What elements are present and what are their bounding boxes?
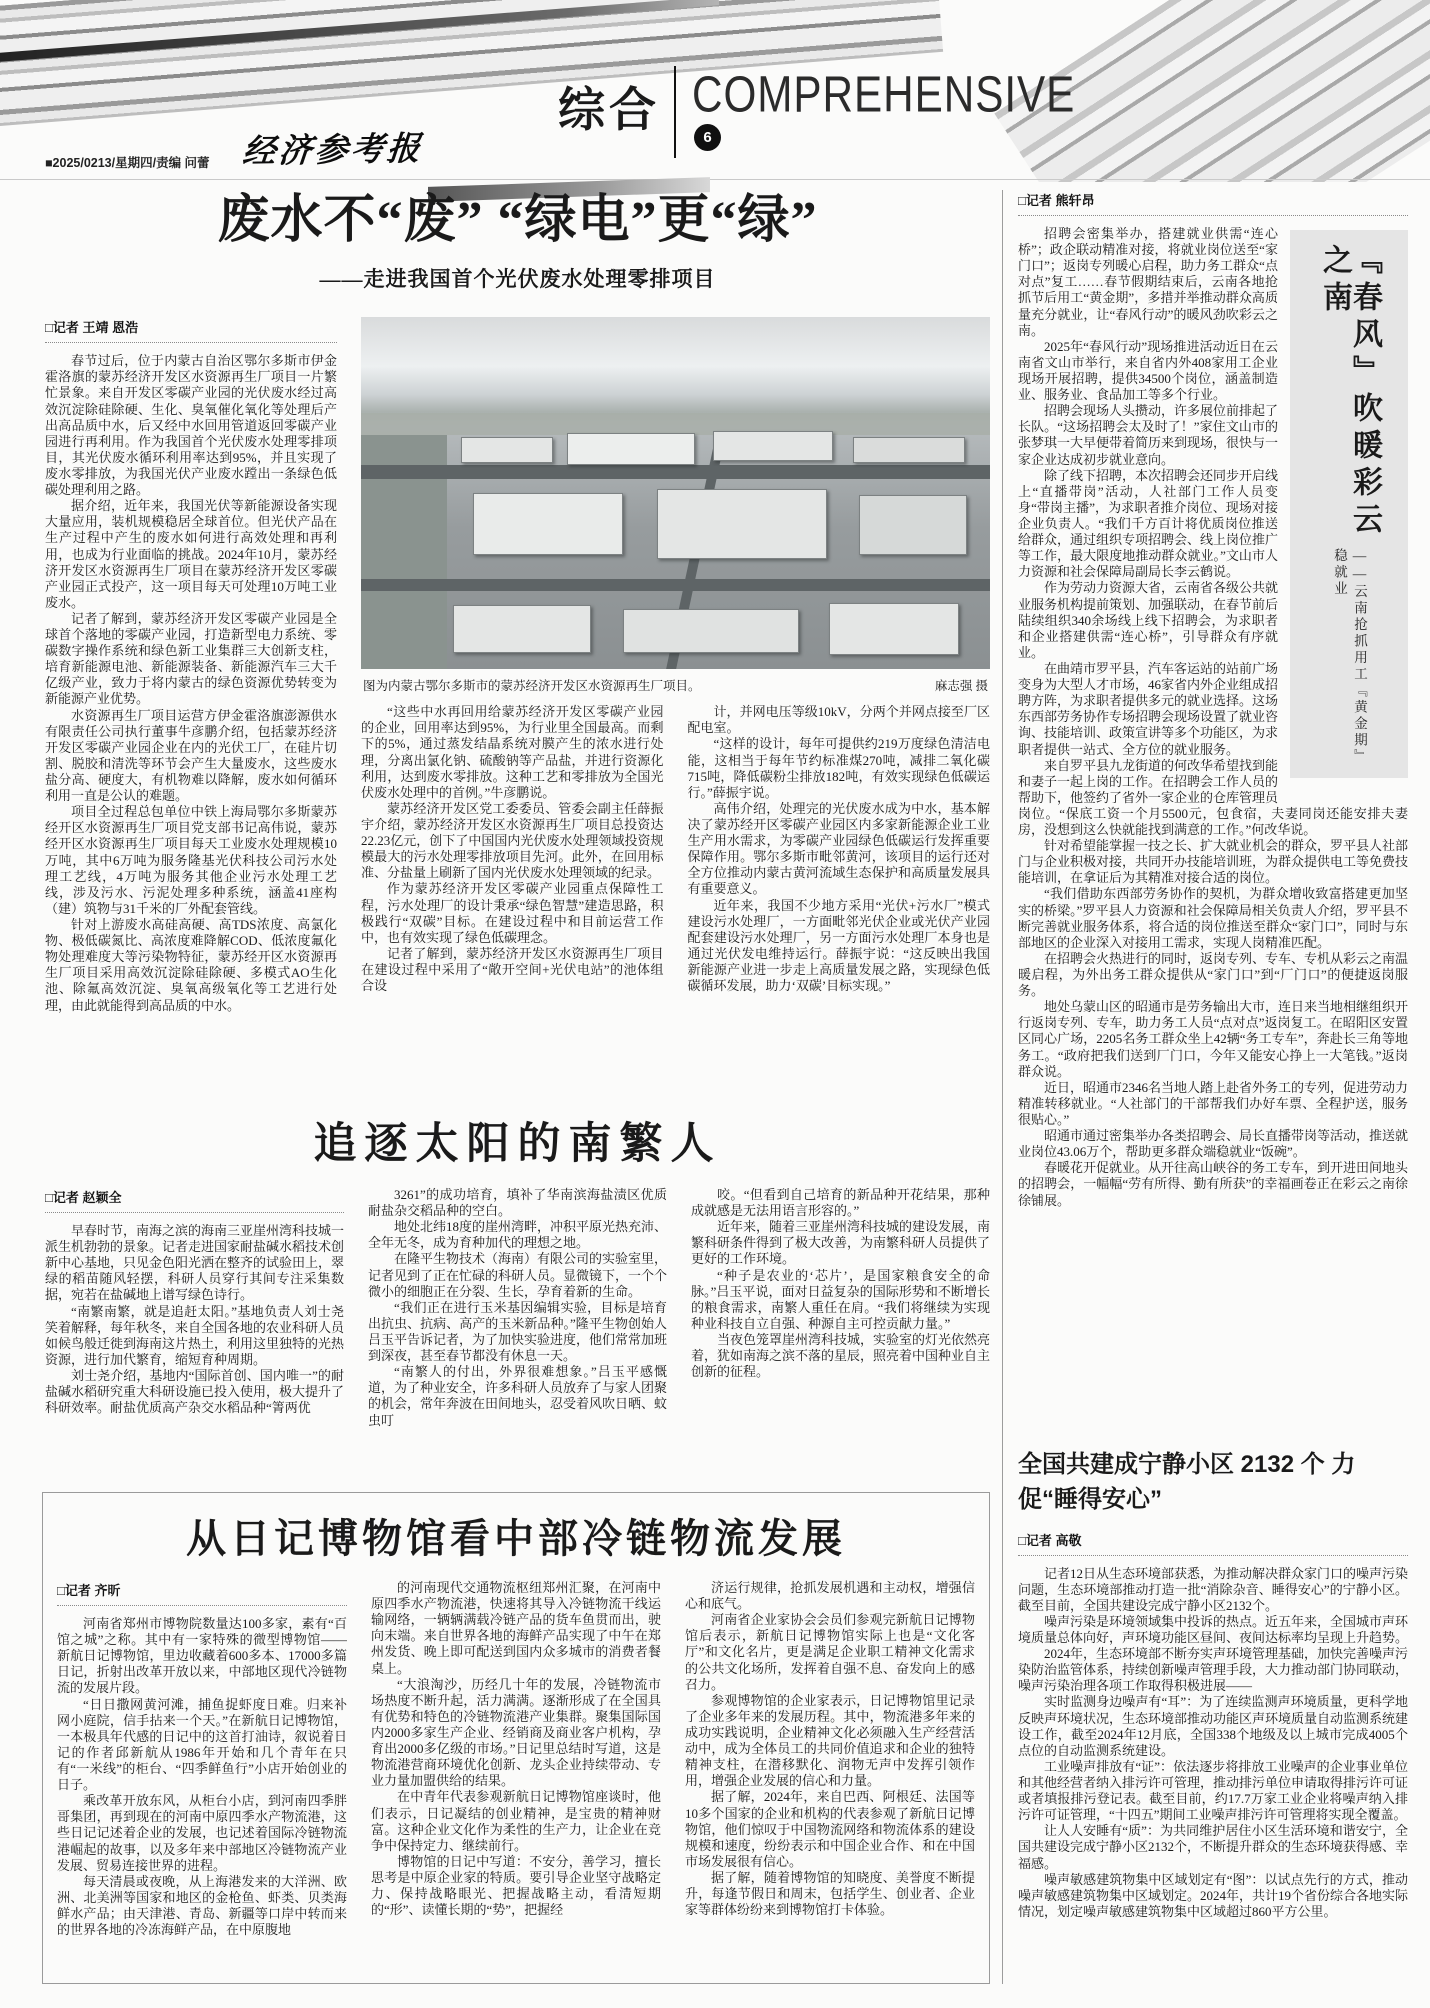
section-divider xyxy=(674,66,676,158)
sidebar1-text: 招聘会密集举办，搭建就业供需“连心桥”；政企联动精准对接，将就业岗位送至“家门口”；返岗专列暖心启程，助力务工群众“点对点”复工……春节假期结束后，云南各地抢抓节后用工“黄金期”，多措并举推动群众高质量充分就业，让“春风行动”的暖风劲吹彩云之南。 2025年“春风行动”现场推进活动近日在云南省文山市举行，来自省内外408家用工企业现场开展招聘，提供34500个岗位，涵盖制造业、服务业、食品加工等多个行业。 招聘会现场人头攒动，许多展位前排起了长队。“这场招聘会太及时了！”家住文山市的张梦琪一大早便带着简历来到现场，很快与一家企业达成初步就业意向。 除了线下招聘，本次招聘会还同步开启线上“直播带岗”活动，人社部门工作人员变身“带岗主播”，为求职者推介岗位、现场对接企业负责人。“我们千方百计将优质岗位推送给群众，通过组织专项招聘会、线上岗位推广等工作，最大限度地推动群众就业。”文山市人力资源和社会保障局副局长李云鹤说。 作为劳动力资源大省，云南省各级公共就业服务机构提前策划、加强联动，在春节前后陆续组织340余场线上线下招聘会，为求职者和企业搭建供需“连心桥”，引导群众有序就业。 在曲靖市罗平县，汽车客运站的站前广场变身为大型人才市场，46家省内外企业组成招聘方阵，为求职者提供多元的就业选择。这场东西部劳务协作专场招聘会现场设置了就业咨询、技能培训、政策宣讲等多个功能区，为求职者提供一站式、全方位的就业服务。 来自罗平县九龙街道的何改华希望找到能和妻子一起上岗的工作。在招聘会工作人员的帮助下，他签约了省外一家企业的仓库管理员岗位。“保底工资一个月5500元，包食宿，夫妻同岗还能安排夫妻房，没想到这么快就能找到满意的工作。”何改华说。 针对希望能掌握一技之长、扩大就业机会的群众，罗平县人社部门与企业积极对接，共同开办技能培训班，为群众提供电工等免费技能培训，在拿证后为其精准对接合适的岗位。 “我们借助东西部劳务协作的契机，为群众增收致富搭建更加坚实的桥梁。”罗平县人力资源和社会保障局相关负责人介绍，罗平县不断完善就业服务体系，将合适的岗位推送至群众“家门口”，同时与东部地区的企业深入对接用工需求，实现人岗精准匹配。 在招聘会火热进行的同时，返岗专列、专车、专机从彩云之南温暖启程，为外出务工群众提供从“家门口”到“厂门口”的便捷返岗服务。 地处乌蒙山区的昭通市是劳务输出大市，连日来当地相继组织开行返岗专列、专车，助力务工人员“点对点”返岗复工。在昭阳区安置区同心广场，2205名务工群众坐上42辆“务工专车”，奔赴长三角等地务工。“政府把我们送到厂门口，今年又能安心挣上一大笔钱。”返岗群众说。 近日，昭通市2346名当地人踏上赴省外务工的专列，促进劳动力精准转移就业。“人社部门的干部帮我们办好车票、全程护送，服务很贴心。” 昭通市通过密集举办各类招聘会、局长直播带岗等活动，推送就业岗位43.06万个，帮助更多群众端稳就业“饭碗”。 春暖花开促就业。从开往高山峡谷的务工专车，到开进田间地头的招聘会，一幅幅“劳有所得、勤有所获”的幸福画卷正在彩云之南徐徐铺展。 xyxy=(1018,226,1408,1208)
sidebar-divider-rule xyxy=(1002,190,1003,1984)
article1-column-1 xyxy=(45,317,337,1059)
article3-column-3: 济运行规律，抢抓发展机遇和主动权，增强信心和底气。 河南省企业家协会会员们参观完新航日记博物馆后表示，新航日记博物馆实际上也是“文化客厅”和文化名片，更是满足企业职工精神文化需求的公共文化场所，发挥着自强不息、奋发向上的感召力。 参观博物馆的企业家表示，日记博物馆里记录了企业多年来的发展历程。其中，物流港多年来的成功实践说明，企业精神文化必须融入生产经营活动中，成为全体员工的共同价值追求和企业的独特精神支柱，在潜移默化、润物无声中发挥引领作用，增强企业发展的信心和力量。 据了解，2024年，来自巴西、阿根廷、法国等10多个国家的企业和机构的代表参观了新航日记博物馆，他们惊叹于中国物流网络和物流体系的建设规模和速度，纷纷表示和中国企业合作、和在中国市场发展很有信心。 据了解，随着博物馆的知晓度、美誉度不断提升，每逢节假日和周末，包括学生、创业者、企业家等群体纷纷来到博物馆打卡体验。 xyxy=(685,1580,975,1918)
article1-subtitle: ——走进我国首个光伏废水处理零排项目 xyxy=(319,267,716,292)
article1-column-2: “这些中水再回用给蒙苏经济开发区零碳产业园的企业，回用率达到95%，为行业里全国最高。而剩下的5%，通过蒸发结晶系统对膜产生的浓水进行处理，分离出氯化钠、硫酸钠等产品盐，并进行资源化利用，达到废水零排放。这种工艺和零排放为全国光伏废水处理中的首例。”牛彦鹏说。 蒙苏经济开发区党工委委员、管委会副主任薛振宇介绍，蒙苏经济开发区水资源再生厂项目总投资达22.23亿元，创下了中国国内光伏废水处理领域投资规模最大的污水处理零排放项目先河。此外，在回用标准、分盐量上刷新了国内光伏废水处理领域的纪录。 作为蒙苏经济开发区零碳产业园重点保障性工程，污水处理厂的设计秉承“绿色智慧”建造思路，积极践行“双碳”目标。在建设过程中和目前运营工作中，也有效实现了绿色低碳理念。 记者了解到，蒙苏经济开发区水资源再生厂项目在建设过程中采用了“敞开空间+光伏电站”的池体组合设 xyxy=(361,704,664,994)
sidebar2-byline: □记者 高敬 xyxy=(1018,1530,1408,1556)
article1-byline: □记者 王靖 恩浩 xyxy=(45,317,337,343)
article-nanfan xyxy=(45,1110,990,1486)
article2-column-2: 3261”的成功培育，填补了华南滨海盐渍区优质耐盐杂交稻品种的空白。 地处北纬18度的崖州湾畔，冲积平原光热充沛、全年无冬，成为育种加代的理想之地。 在隆平生物技术（海南）有限公司的实验室里，记者见到了正在忙碌的科研人员。显微镜下，一个个微小的细胞正在分裂、生长，孕育着新的生命。 “我们正在进行玉米基因编辑实验，目标是培育出抗虫、抗病、高产的玉米新品种。”隆平生物创始人吕玉平告诉记者，为了加快实验进度，他们常常加班到深夜，甚至春节都没有休息一天。 “南繁人的付出，外界很难想象。”吕玉平感慨道，为了种业安全，许多科研人员放弃了与家人团聚的机会，常年奔波在田间地头，忍受着风吹日晒、蚊虫叮 xyxy=(368,1187,667,1428)
article3-byline: □记者 齐昕 xyxy=(57,1580,347,1606)
section-header xyxy=(558,66,1091,158)
article2-headline: 追逐太阳的南繁人 xyxy=(313,1120,722,1168)
article1-column-1-text: 春节过后，位于内蒙古自治区鄂尔多斯市伊金霍洛旗的蒙苏经济开发区水资源再生厂项目一片繁忙景象。来自开发区零碳产业园的光伏废水经过高效沉淀除硅除硬、生化、臭氧催化氧化等处理后产出高品质中水，后又经中水回用管道返回零碳产业园进行再利用。作为我国首个光伏废水处理零排项目，其光伏废水循环利用率达到95%，并且实现了废水零排放，为我国光伏产业废水蹚出一条绿色低碳处理利用之路。 据介绍，近年来，我国光伏等新能源设备实现大量应用，装机规模稳居全球首位。但光伏产品在生产过程中产生的废水如何进行高效处理和再利用，也成为行业面临的挑战。2024年10月，蒙苏经济开发区水资源再生厂项目在蒙苏经济开发区零碳产业园正式投产，这一项目每天可处理10万吨工业废水。 记者了解到，蒙苏经济开发区零碳产业园是全球首个落地的零碳产业园，打造新型电力系统、零碳数字操作系统和绿色新工业集群三大创新支柱，培育新能源电池、新能源装备、新能源汽车三大千亿级产业，致力于将内蒙古的绿色资源优势转变为新能源产业优势。 水资源再生厂项目运营方伊金霍洛旗澎源供水有限责任公司执行董事牛彦鹏介绍，包括蒙苏经济开发区零碳产业园企业在内的光伏工厂，在硅片切割、脱胶和清洗等环节会产生大量废水，这些废水盐分高、硬度大，有机物难以降解，废水如何循环利用一直是公认的难题。 项目全过程总包单位中铁上海局鄂尔多斯蒙苏经开区水资源再生厂项目党支部书记高伟说，蒙苏经开区水资源再生厂项目每天工业废水处理规模10万吨，其中6万吨为服务隆基光伏科技公司污水处理工艺线，4万吨为服务其他企业污水处理工艺线，涉及污水、污泥处理多种系统，涵盖41座构（建）筑物与31千米的厂外配套管线。 针对上游废水高硅高硬、高TDS浓度、高氯化物、极低碳氮比、高浓度难降解COD、低浓度氟化物处理难度大等污染物特征，蒙苏经开区水资源再生厂项目采用高效沉淀除硅除硬、多模式AO生化池、除氟高效沉淀、臭氧高级氧化等工艺进行处理，由此就能得到高品质的中水。 xyxy=(45,353,337,1013)
sidebar2-headline: 全国共建成宁静小区 2132 个 力促“睡得安心” xyxy=(1018,1451,1356,1513)
section-title-en: COMPREHENSIVE xyxy=(692,66,1076,123)
section-title-cn: 综合 xyxy=(558,85,660,137)
article2-column-3: 咬。“但看到自己培育的新品种开花结果，那种成就感是无法用语言形容的。” 近年来，随着三亚崖州湾科技城的建设发展，南繁科研条件得到了极大改善，为南繁科研人员提供了更好的工作环境。 “种子是农业的‘芯片’，是国家粮食安全的命脉。”吕玉平说，面对日益复杂的国际形势和不断增长的粮食需求，南繁人重任在肩。“我们将继续为实现种业科技自立自强、种源自主可控贡献力量。” 当夜色笼罩崖州湾科技城，实验室的灯光依然亮着，犹如南海之滨不落的星辰，照亮着中国种业自主创新的征程。 xyxy=(691,1187,990,1380)
sidebar1-headline: 『春风』吹暖彩云之南 xyxy=(1318,244,1381,540)
sidebar-article-chunfeng xyxy=(1018,190,1408,1440)
article3-column-2: 的河南现代交通物流枢纽郑州汇聚，在河南中原四季水产物流港，快速将其导入冷链物流干线运输网络，一辆辆满载冷链产品的货车鱼贯而出，驶向末端。来自世界各地的海鲜产品实现了中午在郑州发货、晚上即可配送到国内众多城市的消费者餐桌上。 “大浪淘沙，历经几十年的发展，冷链物流市场热度不断升起，活力满满。逐渐形成了在全国具有优势和特色的冷链物流港产业集群。聚集国际国内2000多家生产企业、经销商及商业客户机构，孕育出2000多亿级的市场。”日记里总结时写道，这是物流港营商环境优化创新、龙头企业持续带动、专业力量加盟供给的结果。 在中青年代表参观新航日记博物馆座谈时，他们表示，日记凝结的创业精神，是宝贵的精神财富。这种企业文化作为柔性的生产力，让企业在竞争中保持定力、继续前行。 博物馆的日记中写道：不安分，善学习，擅长思考是中原企业家的特质。要引导企业坚守战略定力、保持战略眼光、把握战略主动，看清短期的“形”、读懂长期的“势”，把握经 xyxy=(371,1580,661,1918)
article-pv-wastewater xyxy=(45,192,990,1108)
sidebar1-subtitle: ——云南抢抓用工『黄金期』稳就业 xyxy=(1332,547,1367,759)
article1-column-3: 计，并网电压等级10kV，分两个并网点接至厂区配电室。 “这样的设计，每年可提供约219万度绿色清洁电能，这相当于每年节约标准煤270吨，减排二氧化碳715吨，降低碳粉尘排放182吨，有效实现绿色低碳运行。”薛振宇说。 高伟介绍，处理完的光伏废水成为中水，基本解决了蒙苏经开区零碳产业园区内多家新能源企业工业生产用水需求，为零碳产业园绿色低碳运行发挥重要保障作用。鄂尔多斯市毗邻黄河，该项目的运行还对全方位推动内蒙古黄河流域生态保护和高质量发展具有重要意义。 近年来，我国不少地方采用“光伏+污水厂”模式建设污水处理厂，一方面毗邻光伏企业或光伏产业园配套建设污水处理厂，另一方面污水处理厂本身也是通过光伏发电维持运行。薛振宇说：“这反映出我国新能源产业进一步走上高质量发展之路，实现绿色低碳循环发展，助力‘双碳’目标实现。” xyxy=(687,704,990,994)
article-cold-chain xyxy=(42,1492,990,1984)
article3-column-1 xyxy=(57,1580,347,1972)
article2-column-1-text: 早春时节，南海之滨的海南三亚崖州湾科技城一派生机勃勃的景象。记者走进国家耐盐碱水稻技术创新中心基地，只见金色阳光洒在整齐的试验田上，翠绿的稻苗随风轻摆，科研人员穿行其间专注采集数据，宛若在盐碱地上谱写绿色诗行。 “南繁南繁，就是追赶太阳。”基地负责人刘士尧笑着解释，每年秋冬，来自全国各地的农业科研人员如候鸟般迁徙到海南这片热土，利用这里独特的光热资源，进行加代繁育，缩短育种周期。 刘士尧介绍，基地内“国际首创、国内唯一”的耐盐碱水稻研究重大科研设施已投入使用，极大提升了科研效率。耐盐优质高产杂交水稻品种“箐两优 xyxy=(45,1223,344,1416)
article2-byline: □记者 赵颖全 xyxy=(45,1187,344,1213)
sidebar1-byline: □记者 熊轩昂 xyxy=(1018,190,1408,216)
article3-headline: 从日记博物馆看中部冷链物流发展 xyxy=(186,1517,846,1561)
article2-column-1 xyxy=(45,1187,344,1486)
article-photo xyxy=(361,317,990,669)
article3-column-1-text: 河南省郑州市博物院数量达100多家，素有“百馆之城”之称。其中有一家特殊的微型博物馆——新航日记博物馆，里边收藏着600多本、17000多篇日记，折射出改革开放以来，中部地区现代冷链物流的发展片段。 “日日撒网黄河滩，捕鱼捉虾度日难。归来补网小庭院，信手拈来一个天。”在新航日记博物馆，一本极具年代感的日记中的这首打油诗，叙说着日记的作者邱新航从1986年开始和几个青年在只有“一米线”的柜台、“四季鲜鱼行”小店开始创业的日子。 乘改革开放东风，从柜台小店，到河南四季胖哥集团，再到现在的河南中原四季水产物流港，这些日记记述着企业的发展，也记述着国际冷链物流港崛起的故事，以及多年来中部地区冷链物流产业发展、贸易连接世界的进程。 每天清晨或夜晚，从上海港发来的大洋洲、欧洲、北美洲等国家和地区的金枪鱼、虾类、贝类海鲜水产品；由天津港、青岛、新疆等口岸中转而来的世界各地的冷冻海鲜产品，在中原腹地 xyxy=(57,1616,347,1938)
header-rule xyxy=(0,179,1430,180)
page-number-badge: 6 xyxy=(694,124,721,151)
date-line: ■2025/0213/星期四/责编 问蕾 xyxy=(45,156,210,170)
page-header xyxy=(0,0,1430,182)
vertical-headline-panel xyxy=(1290,230,1408,778)
photo-credit: 麻志强 摄 xyxy=(934,679,988,694)
masthead-logo: 经济参考报 xyxy=(240,131,425,171)
sidebar-article-quiet-communities xyxy=(1018,1448,1408,1984)
photo-caption: 图为内蒙古鄂尔多斯市的蒙苏经济开发区水资源再生厂项目。 xyxy=(363,679,701,694)
article1-headline: 废水不“废” “绿电”更“绿” xyxy=(217,192,818,249)
sidebar2-text: 记者12日从生态环境部获悉，为推动解决群众家门口的噪声污染问题，生态环境部推动打造一批“消除杂音、睡得安心”的宁静小区。截至目前，全国共建设完成宁静小区2132个。 噪声污染是环境领域集中投诉的热点。近五年来，全国城市声环境质量总体向好，声环境功能区昼间、夜间达标率均呈现上升趋势。 2024年，生态环境部不断夯实声环境管理基础，加快完善噪声污染防治监管体系，持续创新噪声管理手段，大力推动部门协同联动，噪声污染治理各项工作取得积极进展—— 实时监测身边噪声有“耳”：为了连续监测声环境质量，更科学地反映声环境状况，生态环境部推动功能区声环境质量自动监测系统建设工作，截至2024年12月底，全国338个地级及以上城市完成4005个点位的自动监测系统建设。 工业噪声排放有“证”：依法逐步将排放工业噪声的企业事业单位和其他经营者纳入排污许可管理，推动排污单位申请取得排污许可证或者填报排污登记表。截至目前，约17.7万家工业企业将噪声纳入排污许可证管理，“十四五”期间工业噪声排污许可管理将实现全覆盖。 让人人安睡有“质”：为共同维护居住小区生活环境和谐安宁，全国共建设完成宁静小区2132个，不断提升群众的生态环境获得感、幸福感。 噪声敏感建筑物集中区域划定有“图”：以试点先行的方式，推动噪声敏感建筑物集中区域划定。2024年，共计19个省份综合各地实际情况，划定噪声敏感建筑物集中区域超过860平方公里。 xyxy=(1018,1565,1408,1919)
